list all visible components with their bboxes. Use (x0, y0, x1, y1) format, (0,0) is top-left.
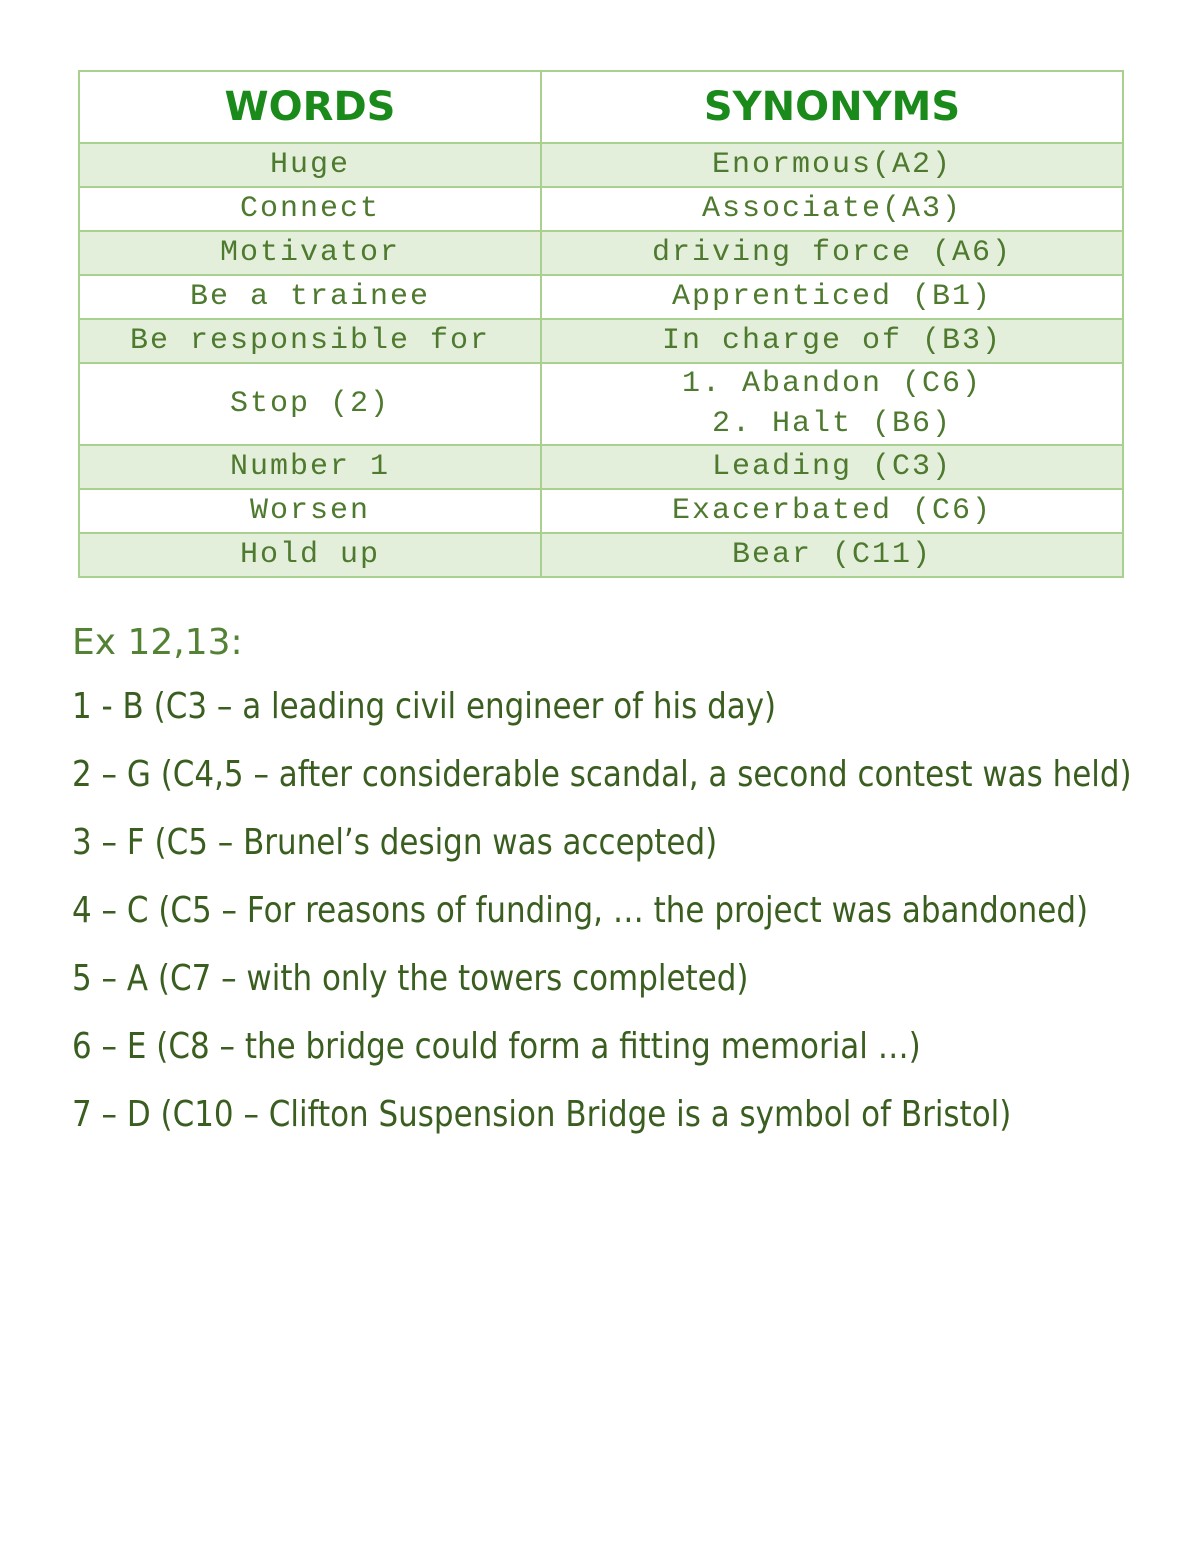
answer-item-7: 7 – D (C10 – Clifton Suspension Bridge is a symbol of Bristol) (72, 1094, 1012, 1135)
word-cell: Hold up (79, 533, 541, 577)
synonym-cell (541, 363, 1123, 445)
word-cell: Be responsible for (79, 319, 541, 363)
table-header-row (79, 71, 1123, 143)
synonym-cell (541, 533, 1123, 577)
word-cell: Huge (79, 143, 541, 187)
synonym-text: Bear (C11) (731, 538, 933, 572)
word-cell: Number 1 (79, 445, 541, 489)
synonym-text: 1. Abandon (C6) (681, 367, 983, 401)
synonym-cell (541, 231, 1123, 275)
table-row (79, 275, 1123, 319)
synonym-text: 2. Halt (B6) (711, 407, 953, 441)
table-row (79, 143, 1123, 187)
answer-item-3: 3 – F (C5 – Brunel’s design was accepted) (72, 822, 718, 863)
synonym-cell (541, 143, 1123, 187)
table-row (79, 445, 1123, 489)
synonym-cell (541, 445, 1123, 489)
answer-item-6: 6 – E (C8 – the bridge could form a fitting memorial …) (72, 1026, 921, 1067)
answer-item-5: 5 – A (C7 – with only the towers completed) (72, 958, 749, 999)
word-cell: Connect (79, 187, 541, 231)
words-column-header: WORDS (79, 71, 541, 143)
answers-heading: Ex 12,13: (72, 622, 243, 663)
table-row (79, 489, 1123, 533)
synonym-text: driving force (A6) (651, 236, 1013, 270)
synonym-text: Associate(A3) (701, 192, 963, 226)
table-row (79, 187, 1123, 231)
table-row (79, 231, 1123, 275)
table-row (79, 319, 1123, 363)
word-cell: Worsen (79, 489, 541, 533)
synonym-cell (541, 319, 1123, 363)
word-cell: Stop (2) (79, 363, 541, 445)
synonym-text: Exacerbated (C6) (671, 494, 993, 528)
synonym-cell (541, 187, 1123, 231)
synonym-text: Leading (C3) (711, 450, 953, 484)
synonym-cell (541, 489, 1123, 533)
word-cell: Motivator (79, 231, 541, 275)
answer-item-1: 1 - B (C3 – a leading civil engineer of his day) (72, 686, 777, 727)
answers-section (72, 618, 1152, 1156)
table-row (79, 363, 1123, 445)
synonyms-table (78, 70, 1124, 578)
synonyms-column-header: SYNONYMS (541, 71, 1123, 143)
synonym-text: Apprenticed (B1) (671, 280, 993, 314)
synonym-cell (541, 275, 1123, 319)
word-cell: Be a trainee (79, 275, 541, 319)
answer-item-4: 4 – C (C5 – For reasons of funding, … the project was abandoned) (72, 890, 1089, 931)
synonym-text: In charge of (B3) (661, 324, 1003, 358)
synonym-text: Enormous(A2) (711, 148, 953, 182)
table-row (79, 533, 1123, 577)
answer-item-2: 2 – G (C4,5 – after considerable scandal, a second contest was held) (72, 754, 1132, 795)
